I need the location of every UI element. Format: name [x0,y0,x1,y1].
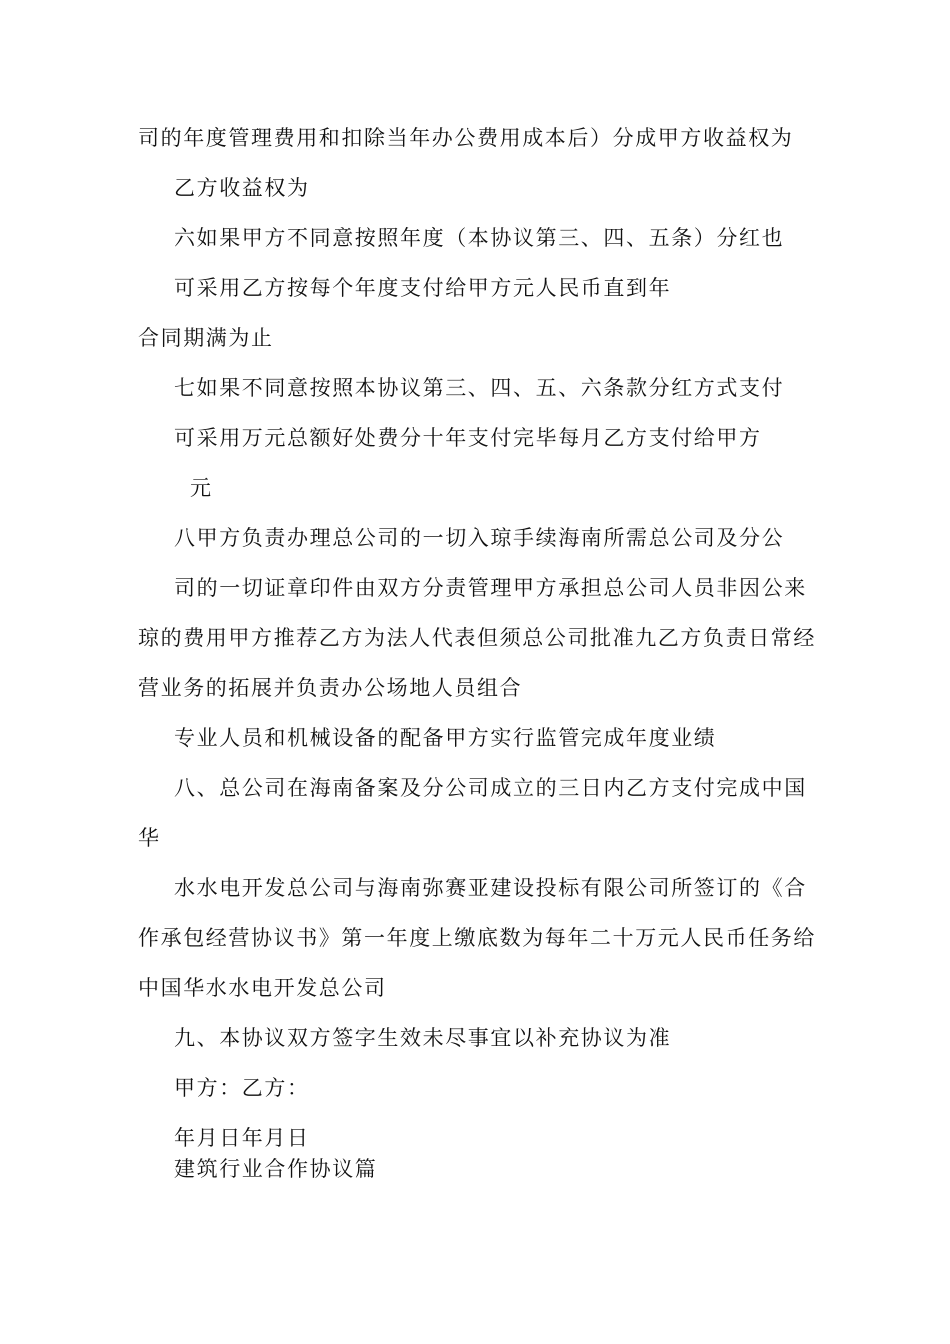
text-line: 合同期满为止 [138,326,274,350]
text-line: 建筑行业合作协议篇 [174,1157,378,1181]
text-line: 司的一切证章印件由双方分责管理甲方承担总公司人员非因公来 [174,576,807,600]
text-line: 专业人员和机械设备的配备甲方实行监管完成年度业绩 [174,726,717,750]
text-line: 可采用乙方按每个年度支付给甲方元人民币直到年 [174,276,672,300]
text-line: 作承包经营协议书》第一年度上缴底数为每年二十万元人民币任务给 [138,926,816,950]
text-line: 八、总公司在海南备案及分公司成立的三日内乙方支付完成中国 [174,776,807,800]
text-line: 八甲方负责办理总公司的一切入琼手续海南所需总公司及分公 [174,526,785,550]
text-line: 乙方收益权为 [174,176,310,200]
text-line: 司的年度管理费用和扣除当年办公费用成本后）分成甲方收益权为 [138,126,794,150]
text-line: 九、本协议双方签字生效未尽事宜以补充协议为准 [174,1026,672,1050]
text-line: 水水电开发总公司与海南弥赛亚建设投标有限公司所签订的《合 [174,876,807,900]
text-line: 营业务的拓展并负责办公场地人员组合 [138,676,523,700]
text-line: 年月日年月日 [174,1126,310,1150]
text-line: 七如果不同意按照本协议第三、四、五、六条款分红方式支付 [174,376,785,400]
text-line: 元 [190,476,213,500]
text-line: 琼的费用甲方推荐乙方为法人代表但须总公司批准九乙方负责日常经 [138,626,816,650]
text-line: 六如果甲方不同意按照年度（本协议第三、四、五条）分红也 [174,226,785,250]
text-line: 华 [138,826,161,850]
text-line: 甲方：乙方： [174,1076,310,1100]
text-line: 中国华水水电开发总公司 [138,976,387,1000]
text-line: 可采用万元总额好处费分十年支付完毕每月乙方支付给甲方 [174,426,762,450]
